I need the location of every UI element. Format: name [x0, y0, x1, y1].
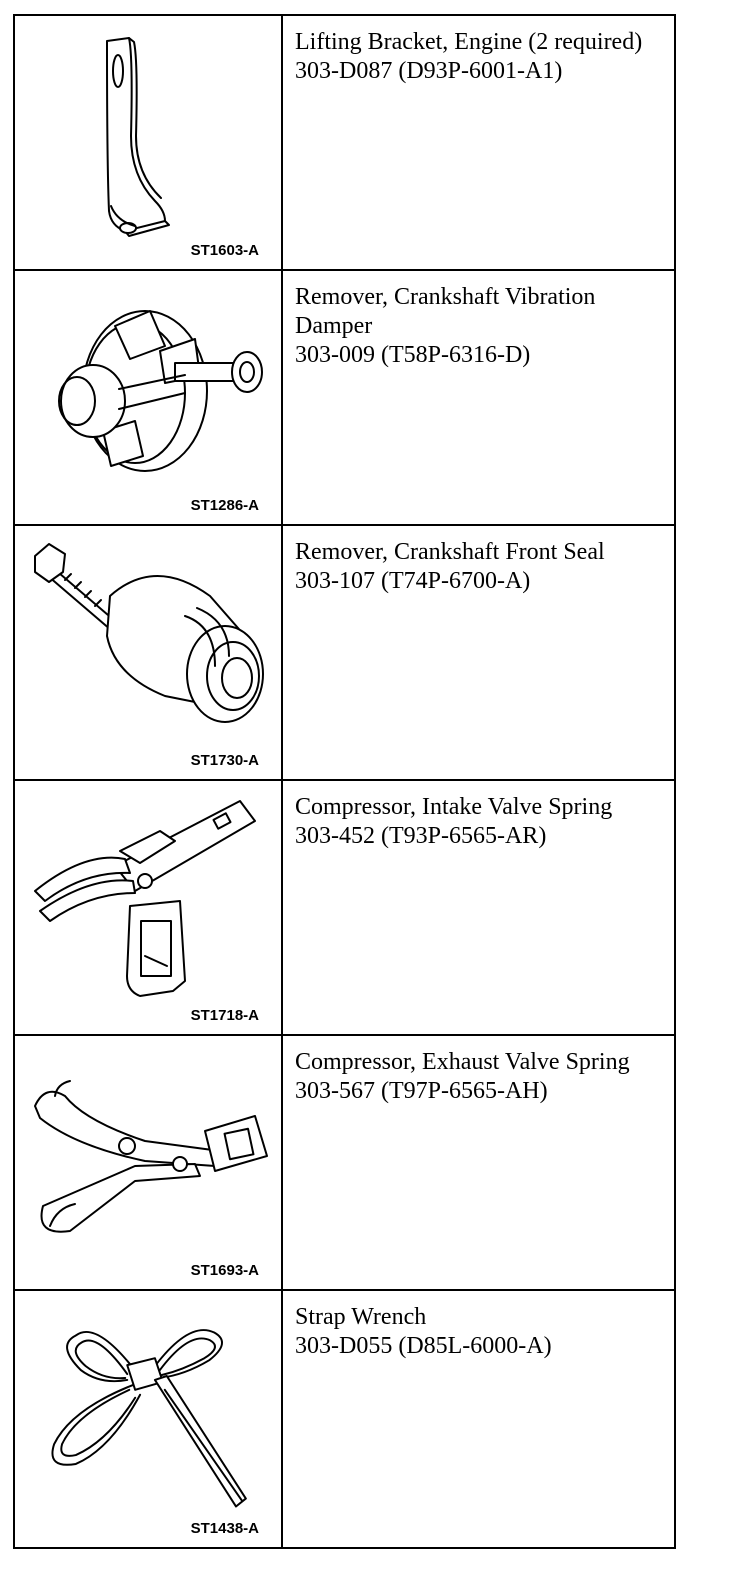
tool-description-cell [282, 1035, 675, 1290]
table-row [14, 780, 675, 1035]
tool-name: Lifting Bracket, Engine (2 required) [295, 29, 643, 55]
table-row [14, 1035, 675, 1290]
tool-tag: ST1286-A [190, 497, 259, 514]
tool-description-cell [282, 1290, 675, 1548]
tool-image-cell [14, 1035, 282, 1290]
tool-image-cell [14, 1290, 282, 1548]
tool-description-cell [282, 270, 675, 525]
tool-number: 303-D087 (D93P-6001-A1) [295, 58, 563, 84]
tool-image-cell [14, 270, 282, 525]
tool-number: 303-567 (T97P-6565-AH) [295, 1078, 548, 1104]
tool-image-cell [14, 525, 282, 780]
tool-tag: ST1603-A [190, 242, 259, 259]
tool-number: 303-009 (T58P-6316-D) [295, 342, 531, 368]
lifting-bracket-icon [15, 16, 281, 271]
tool-tag: ST1693-A [190, 1262, 259, 1279]
table-row [14, 15, 675, 270]
tool-description-cell [282, 15, 675, 270]
intake-valve-compressor-icon [15, 781, 281, 1036]
table-row [14, 1290, 675, 1548]
tool-name: Remover, Crankshaft Vibration Damper [295, 284, 596, 339]
damper-remover-icon [15, 271, 281, 526]
tool-name: Compressor, Intake Valve Spring [295, 794, 613, 820]
tool-tag: ST1718-A [190, 1007, 259, 1024]
seal-remover-icon [15, 526, 281, 781]
tool-image-cell [14, 780, 282, 1035]
tool-image-cell [14, 15, 282, 270]
table-row [14, 270, 675, 525]
tool-tag: ST1730-A [190, 752, 259, 769]
special-tools-table [13, 14, 676, 1549]
tool-number: 303-452 (T93P-6565-AR) [295, 823, 547, 849]
tool-name: Strap Wrench [295, 1304, 427, 1330]
tool-number: 303-107 (T74P-6700-A) [295, 568, 531, 594]
tool-number: 303-D055 (D85L-6000-A) [295, 1333, 552, 1359]
tool-description-cell [282, 525, 675, 780]
table-row [14, 525, 675, 780]
tool-description-cell [282, 780, 675, 1035]
tool-name: Compressor, Exhaust Valve Spring [295, 1049, 630, 1075]
tool-name: Remover, Crankshaft Front Seal [295, 539, 605, 565]
exhaust-valve-compressor-icon [15, 1036, 281, 1291]
strap-wrench-icon [15, 1291, 281, 1546]
tool-tag: ST1438-A [190, 1520, 259, 1537]
